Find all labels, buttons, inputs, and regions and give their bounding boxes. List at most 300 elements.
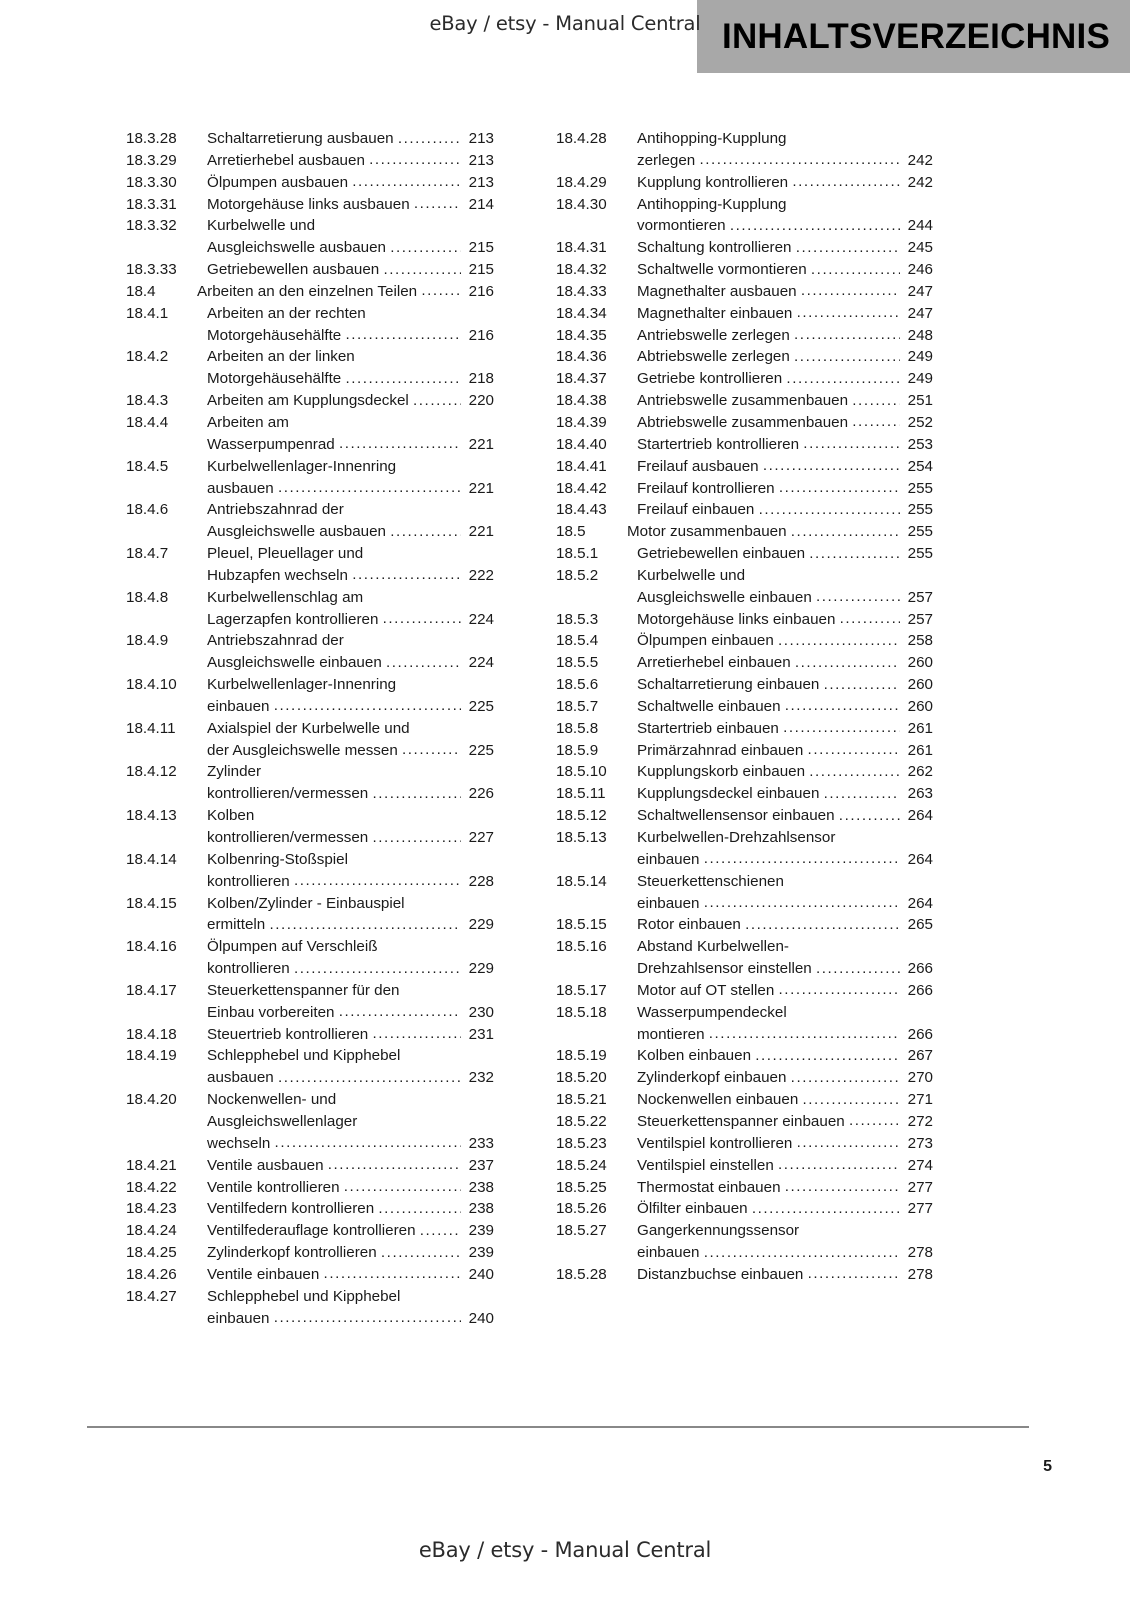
- toc-page-number: 264: [907, 894, 933, 912]
- toc-entry[interactable]: [126, 456, 494, 500]
- toc-entry-number: 18.4.13: [126, 807, 177, 825]
- toc-entry[interactable]: [556, 936, 933, 980]
- toc-entry-title-last-line: [637, 980, 933, 1002]
- toc-page-number: 272: [907, 1112, 933, 1130]
- toc-entry-title: Ventilspiel kontrollieren: [637, 1134, 797, 1152]
- toc-entry-number: 18.4.34: [556, 304, 607, 322]
- toc-entry-title-block: [207, 980, 494, 1024]
- toc-entry[interactable]: [556, 871, 933, 915]
- toc-entry[interactable]: [556, 718, 933, 740]
- toc-entry-title: Getriebewellen einbauen: [637, 545, 810, 563]
- toc-entry-title: Antriebszahnrad der: [207, 632, 344, 650]
- toc-entry-title: Thermostat einbauen: [637, 1178, 785, 1196]
- toc-entry-number: 18.5.22: [556, 1112, 607, 1130]
- toc-entry-title-block: [637, 609, 933, 631]
- toc-entry-title-last-line: [637, 1067, 933, 1089]
- toc-dot-leader: [785, 695, 900, 717]
- toc-entry[interactable]: [556, 303, 933, 325]
- toc-entry[interactable]: [126, 150, 494, 172]
- toc-entry[interactable]: [126, 1242, 494, 1264]
- toc-entry[interactable]: [126, 259, 494, 281]
- toc-entry-number: 18.5.16: [556, 938, 607, 956]
- toc-dot-leader: [345, 324, 461, 346]
- toc-dot-leader: [791, 521, 900, 543]
- toc-entry-title-last-line: [207, 1024, 494, 1046]
- toc-entry-title: Schlepphebel und Kipphebel: [207, 1287, 401, 1305]
- toc-entry-number: 18.5.11: [556, 785, 606, 803]
- toc-entry-number: 18.3.30: [126, 173, 177, 191]
- toc-dot-leader: [786, 368, 900, 390]
- toc-page-number: 263: [907, 785, 933, 803]
- toc-entry-number: 18.4.21: [126, 1156, 177, 1174]
- toc-entry[interactable]: [556, 1133, 933, 1155]
- toc-entry-title-block: [637, 761, 933, 783]
- toc-page-number: 232: [468, 1069, 494, 1087]
- toc-entry-number: 18.5.13: [556, 829, 607, 846]
- toc-dot-leader: [801, 280, 900, 302]
- toc-entry[interactable]: [556, 478, 933, 500]
- toc-entry-number: 18.4.20: [126, 1091, 177, 1109]
- toc-entry-number: 18.5.25: [556, 1178, 607, 1196]
- toc-page-number: 254: [907, 457, 933, 475]
- toc-entry-title-last-line: [207, 871, 494, 893]
- toc-page-number: 230: [468, 1003, 494, 1021]
- toc-entry-title-last-line: [637, 303, 933, 325]
- toc-entry-title: Startertrieb kontrollieren: [637, 435, 804, 453]
- toc-entry-title: kontrollieren: [207, 872, 294, 890]
- toc-entry[interactable]: [126, 412, 494, 456]
- toc-entry-title-last-line: [207, 259, 494, 281]
- toc-page-number: 261: [907, 719, 933, 737]
- toc-dot-leader: [704, 848, 900, 870]
- toc-dot-leader: [372, 783, 461, 805]
- toc-entry-title: Arbeiten an der linken: [207, 348, 355, 366]
- toc-entry-title-last-line: [207, 1155, 494, 1177]
- toc-entry-title-line: [207, 630, 494, 652]
- toc-entry[interactable]: [556, 390, 933, 412]
- toc-entry-title-last-line: [207, 783, 494, 805]
- toc-entry-title-block: [207, 150, 494, 172]
- toc-entry[interactable]: [126, 980, 494, 1024]
- toc-dot-leader: [704, 892, 900, 914]
- toc-entry-title-last-line: [637, 587, 933, 609]
- toc-entry-title-line: [207, 849, 494, 871]
- toc-page-number: 266: [907, 960, 933, 978]
- toc-entry-title: Hubzapfen wechseln: [207, 566, 353, 584]
- toc-entry[interactable]: [556, 325, 933, 347]
- toc-entry-title-last-line: [637, 390, 933, 412]
- toc-entry-title-last-line: [637, 1111, 933, 1133]
- toc-page-number: 266: [907, 1025, 933, 1043]
- toc-entry[interactable]: [556, 652, 933, 674]
- toc-entry[interactable]: [556, 281, 933, 303]
- toc-entry[interactable]: [126, 1045, 494, 1089]
- toc-entry[interactable]: [126, 587, 494, 631]
- toc-entry[interactable]: [556, 1177, 933, 1199]
- toc-entry[interactable]: [556, 499, 933, 521]
- toc-entry-title: Nockenwellen- und: [207, 1091, 337, 1109]
- toc-entry[interactable]: [556, 1111, 933, 1133]
- toc-page-number: 239: [468, 1244, 494, 1262]
- toc-page-number: 228: [468, 872, 494, 890]
- toc-entry-title: Axialspiel der Kurbelwelle und: [207, 719, 410, 737]
- toc-entry-title-line: [207, 674, 494, 696]
- toc-dot-leader: [421, 280, 461, 302]
- toc-entry-title-block: [637, 783, 933, 805]
- toc-entry[interactable]: [126, 805, 494, 849]
- toc-entry-title: Arbeiten an der rechten: [207, 304, 366, 322]
- toc-entry[interactable]: [556, 456, 933, 478]
- toc-dot-leader: [369, 149, 461, 171]
- toc-entry-number: 18.4.15: [126, 894, 177, 912]
- toc-page-number: 247: [907, 304, 933, 322]
- toc-entry-title: Primärzahnrad einbauen: [637, 741, 808, 759]
- toc-entry-title-block: [637, 674, 933, 696]
- toc-entry-title: Motorgehäusehälfte: [207, 326, 346, 344]
- toc-entry-title-block: [207, 346, 494, 390]
- toc-entry[interactable]: [126, 1264, 494, 1286]
- toc-entry-title-block: [637, 172, 933, 194]
- toc-entry-title-last-line: [207, 565, 494, 587]
- toc-entry[interactable]: [126, 1155, 494, 1177]
- toc-entry[interactable]: [126, 1024, 494, 1046]
- toc-entry[interactable]: [126, 499, 494, 543]
- toc-entry-title: Ventilspiel einstellen: [637, 1156, 778, 1174]
- toc-page-number: 255: [907, 501, 933, 519]
- toc-entry[interactable]: [556, 980, 933, 1002]
- toc-entry-number: 18.5.27: [556, 1222, 607, 1240]
- toc-entry-title: Ventile ausbauen: [207, 1156, 328, 1174]
- toc-entry-title-last-line: [207, 1177, 494, 1199]
- toc-entry-title-last-line: [637, 1242, 933, 1264]
- toc-entry[interactable]: [556, 630, 933, 652]
- toc-entry[interactable]: [556, 368, 933, 390]
- toc-dot-leader: [704, 1242, 900, 1264]
- toc-entry[interactable]: [126, 761, 494, 805]
- toc-entry[interactable]: [556, 1002, 933, 1046]
- toc-entry[interactable]: [126, 281, 494, 303]
- toc-entry[interactable]: [556, 543, 933, 565]
- footer-divider: [87, 1426, 1029, 1428]
- toc-entry[interactable]: [126, 893, 494, 937]
- toc-entry-title-last-line: [637, 1045, 933, 1067]
- toc-entry-title: Motorgehäuse links ausbauen: [207, 195, 414, 213]
- toc-entry-title-line: [637, 565, 933, 587]
- toc-entry-number: 18.4.29: [556, 173, 607, 191]
- toc-entry[interactable]: [556, 1155, 933, 1177]
- page-title: INHALTSVERZEICHNIS: [722, 17, 1110, 56]
- toc-page-number: 278: [907, 1244, 933, 1262]
- toc-entry[interactable]: [126, 1220, 494, 1242]
- toc-dot-leader: [752, 1198, 900, 1220]
- toc-dot-leader: [709, 1023, 900, 1045]
- toc-entry[interactable]: [556, 412, 933, 434]
- toc-entry-title: Motorgehäusehälfte: [207, 370, 346, 388]
- toc-entry[interactable]: [126, 303, 494, 347]
- toc-entry-title-last-line: [637, 259, 933, 281]
- toc-entry[interactable]: [556, 609, 933, 631]
- toc-entry-title-last-line: [637, 696, 933, 718]
- toc-entry[interactable]: [126, 1089, 494, 1155]
- toc-entry-title-block: [207, 674, 494, 718]
- toc-entry[interactable]: [126, 630, 494, 674]
- toc-entry[interactable]: [556, 172, 933, 194]
- toc-dot-leader: [779, 979, 900, 1001]
- toc-entry[interactable]: [126, 674, 494, 718]
- toc-entry[interactable]: [556, 1220, 933, 1264]
- toc-page-number: 252: [907, 413, 933, 431]
- toc-page-number: 251: [907, 392, 933, 410]
- toc-entry-title-last-line: [207, 368, 494, 390]
- toc-entry-title: der Ausgleichswelle messen: [207, 741, 403, 759]
- toc-entry-title-block: [207, 390, 494, 412]
- toc-entry-title-last-line: [207, 390, 494, 412]
- toc-entry-title-block: [207, 1198, 494, 1220]
- toc-entry-title-line: [207, 980, 494, 1002]
- toc-page-number: 255: [907, 523, 933, 541]
- toc-entry-number: 18.4.9: [126, 632, 169, 650]
- toc-entry[interactable]: [556, 1045, 933, 1067]
- watermark-top: eBay / etsy - Manual Central: [429, 12, 701, 35]
- toc-entry-title-last-line: [637, 368, 933, 390]
- toc-entry[interactable]: [126, 194, 494, 216]
- toc-dot-leader: [852, 411, 900, 433]
- toc-dot-leader: [352, 564, 461, 586]
- toc-entry-title-block: [637, 325, 933, 347]
- toc-entry-title-block: [637, 368, 933, 390]
- toc-entry[interactable]: [126, 172, 494, 194]
- toc-entry-number: 18.5.28: [556, 1265, 607, 1283]
- toc-entry[interactable]: [556, 696, 933, 718]
- toc-entry-number: 18.4.4: [126, 413, 169, 431]
- toc-entry-title-last-line: [637, 456, 933, 478]
- toc-page-number: 248: [907, 326, 933, 344]
- toc-entry-title-block: [637, 303, 933, 325]
- toc-page-number: 242: [907, 151, 933, 169]
- toc-entry[interactable]: [126, 1177, 494, 1199]
- toc-entry[interactable]: [556, 805, 933, 827]
- toc-entry-number: 18.4.2: [126, 348, 169, 366]
- toc-dot-leader: [345, 368, 461, 390]
- toc-entry[interactable]: [126, 215, 494, 259]
- toc-column-right: [556, 128, 933, 1286]
- toc-entry-title-block: [207, 1045, 494, 1089]
- toc-entry-title: Ausgleichswelle ausbauen: [207, 239, 391, 257]
- toc-entry-title-block: [637, 128, 933, 172]
- toc-entry[interactable]: [556, 1089, 933, 1111]
- toc-entry-title-last-line: [637, 412, 933, 434]
- toc-entry[interactable]: [556, 259, 933, 281]
- toc-entry-title-block: [637, 1155, 933, 1177]
- toc-entry-number: 18.4.5: [126, 457, 169, 475]
- toc-entry-title: Ventilfederauflage kontrollieren: [207, 1222, 420, 1240]
- toc-dot-leader: [763, 455, 900, 477]
- toc-entry-title-block: [207, 543, 494, 587]
- toc-dot-leader: [840, 608, 900, 630]
- toc-entry[interactable]: [126, 936, 494, 980]
- toc-entry-title: Kurbelwellenlager-Innenring: [207, 676, 397, 694]
- toc-entry-title-line: [207, 1286, 494, 1308]
- toc-entry-title-last-line: [637, 740, 933, 762]
- toc-entry-title-last-line: [207, 1242, 494, 1264]
- toc-entry[interactable]: [556, 237, 933, 259]
- toc-entry-title-line: [207, 1111, 494, 1133]
- toc-page-number: 239: [468, 1222, 494, 1240]
- toc-entry[interactable]: [126, 390, 494, 412]
- toc-entry-title: Steuerkettenspanner einbauen: [637, 1112, 849, 1130]
- toc-entry-title-block: [207, 718, 494, 762]
- toc-dot-leader: [278, 1067, 461, 1089]
- toc-entry[interactable]: [556, 194, 933, 238]
- toc-entry-title-last-line: [207, 1198, 494, 1220]
- toc-entry[interactable]: [556, 827, 933, 871]
- toc-entry-title-block: [637, 412, 933, 434]
- toc-entry-number: 18.4.3: [126, 392, 169, 410]
- toc-entry[interactable]: [126, 849, 494, 893]
- toc-entry-title-block: [637, 936, 933, 980]
- toc-entry-number: 18.4.22: [126, 1178, 177, 1196]
- toc-entry-title: Schlepphebel und Kipphebel: [207, 1047, 401, 1065]
- toc-entry-title-last-line: [637, 1155, 933, 1177]
- toc-entry-title-last-line: [637, 783, 933, 805]
- toc-entry-title-line: [207, 893, 494, 915]
- toc-entry[interactable]: [556, 783, 933, 805]
- toc-entry-title-last-line: [207, 478, 494, 500]
- toc-entry[interactable]: [556, 1264, 933, 1286]
- toc-entry[interactable]: [556, 740, 933, 762]
- toc-entry-number: 18.5.9: [556, 741, 599, 759]
- toc-entry-title-block: [207, 1089, 494, 1155]
- toc-entry-title-last-line: [637, 630, 933, 652]
- toc-entry-title: zerlegen: [637, 151, 700, 169]
- toc-entry-title-line: [207, 1089, 494, 1111]
- toc-entry[interactable]: [556, 128, 933, 172]
- toc-entry[interactable]: [556, 1198, 933, 1220]
- toc-entry[interactable]: [556, 434, 933, 456]
- toc-entry-number: 18.5.20: [556, 1069, 607, 1087]
- toc-entry-title: Startertrieb einbauen: [637, 719, 784, 737]
- toc-dot-leader: [324, 1263, 461, 1285]
- toc-entry[interactable]: [126, 1286, 494, 1330]
- toc-entry-title: Kupplungsdeckel einbauen: [637, 785, 824, 803]
- toc-dot-leader: [792, 171, 900, 193]
- toc-entry-title-last-line: [207, 1308, 494, 1330]
- toc-entry-title: Ölpumpen einbauen: [637, 632, 779, 650]
- toc-entry-number: 18.5.3: [556, 610, 599, 628]
- toc-entry-title: Ausgleichswelle einbauen: [637, 588, 816, 606]
- toc-entry[interactable]: [556, 914, 933, 936]
- toc-entry-title-block: [637, 630, 933, 652]
- toc-entry-title-block: [207, 1155, 494, 1177]
- toc-entry-number: 18.4.28: [556, 130, 607, 147]
- toc-entry-number: 18.4.42: [556, 479, 607, 497]
- toc-entry-number: 18.5.12: [556, 807, 607, 825]
- toc-dot-leader: [849, 1110, 900, 1132]
- toc-dot-leader: [816, 586, 900, 608]
- toc-entry-title-block: [207, 1264, 494, 1286]
- toc-entry-title-block: [637, 1045, 933, 1067]
- toc-entry-title: Lagerzapfen kontrollieren: [207, 610, 383, 628]
- toc-dot-leader: [699, 149, 900, 171]
- toc-entry[interactable]: [126, 718, 494, 762]
- toc-entry-number: 18.3.33: [126, 261, 177, 279]
- toc-page-number: 233: [468, 1134, 494, 1152]
- toc-entry-number: 18.4.23: [126, 1200, 177, 1218]
- toc-dot-leader: [339, 433, 461, 455]
- toc-dot-leader: [378, 1198, 461, 1220]
- toc-entry-title: kontrollieren/vermessen: [207, 785, 373, 803]
- toc-page-number: 238: [468, 1178, 494, 1196]
- toc-entry-title: Kolben/Zylinder - Einbauspiel: [207, 894, 405, 912]
- toc-entry-title-block: [637, 346, 933, 368]
- toc-entry-number: 18.4.31: [556, 239, 607, 257]
- toc-entry-title-block: [637, 696, 933, 718]
- toc-entry[interactable]: [126, 128, 494, 150]
- toc-entry[interactable]: [556, 521, 933, 543]
- toc-page-number: 214: [468, 195, 494, 213]
- toc-entry-title: ausbauen: [207, 1069, 278, 1087]
- toc-entry[interactable]: [556, 674, 933, 696]
- toc-entry-title-last-line: [637, 893, 933, 915]
- toc-entry-title-last-line: [207, 740, 494, 762]
- toc-entry-title: Zylinder: [207, 763, 262, 781]
- toc-entry[interactable]: [126, 543, 494, 587]
- toc-entry[interactable]: [126, 1198, 494, 1220]
- toc-entry-number: 18.3.28: [126, 130, 177, 147]
- toc-entry-title-block: [637, 980, 933, 1002]
- toc-entry-title-line: [637, 1220, 933, 1242]
- toc-page-number: 213: [468, 130, 494, 147]
- toc-entry-title-last-line: [637, 1177, 933, 1199]
- toc-dot-leader: [381, 1242, 461, 1264]
- toc-entry[interactable]: [556, 565, 933, 609]
- toc-entry[interactable]: [556, 346, 933, 368]
- toc-entry-number: 18.5.2: [556, 566, 599, 584]
- toc-entry-number: 18.5.8: [556, 719, 599, 737]
- toc-dot-leader: [278, 477, 461, 499]
- toc-entry[interactable]: [556, 1067, 933, 1089]
- toc-entry-title-line: [207, 543, 494, 565]
- toc-entry-title-last-line: [207, 434, 494, 456]
- toc-entry-title: Distanzbuchse einbauen: [637, 1265, 808, 1283]
- toc-dot-leader: [794, 346, 900, 368]
- toc-entry-number: 18.5.26: [556, 1200, 607, 1218]
- toc-dot-leader: [778, 1154, 900, 1176]
- toc-entry-title-last-line: [637, 805, 933, 827]
- toc-entry-title-last-line: [207, 172, 494, 194]
- toc-entry-number: 18.5.19: [556, 1047, 607, 1065]
- toc-entry-title-block: [637, 390, 933, 412]
- toc-entry-number: 18.4.18: [126, 1025, 177, 1043]
- toc-page-number: 277: [907, 1178, 933, 1196]
- toc-entry-title: Magnethalter einbauen: [637, 304, 797, 322]
- toc-entry-title-last-line: [637, 325, 933, 347]
- toc-dot-leader: [386, 652, 461, 674]
- toc-entry[interactable]: [126, 346, 494, 390]
- toc-entry-title: Steuerkettenschienen: [637, 872, 784, 890]
- toc-dot-leader: [816, 958, 900, 980]
- toc-entry-title-block: [637, 237, 933, 259]
- toc-entry-title-last-line: [637, 1024, 933, 1046]
- toc-entry-title-block: [207, 1242, 494, 1264]
- toc-entry-title: einbauen: [637, 894, 704, 912]
- toc-dot-leader: [390, 237, 461, 259]
- toc-entry-title: Gangerkennungssensor: [637, 1222, 800, 1240]
- toc-entry[interactable]: [556, 761, 933, 783]
- toc-page-number: 221: [468, 479, 494, 497]
- toc-entry-number: 18.4.16: [126, 938, 177, 956]
- toc-entry-number: 18.4.10: [126, 676, 177, 694]
